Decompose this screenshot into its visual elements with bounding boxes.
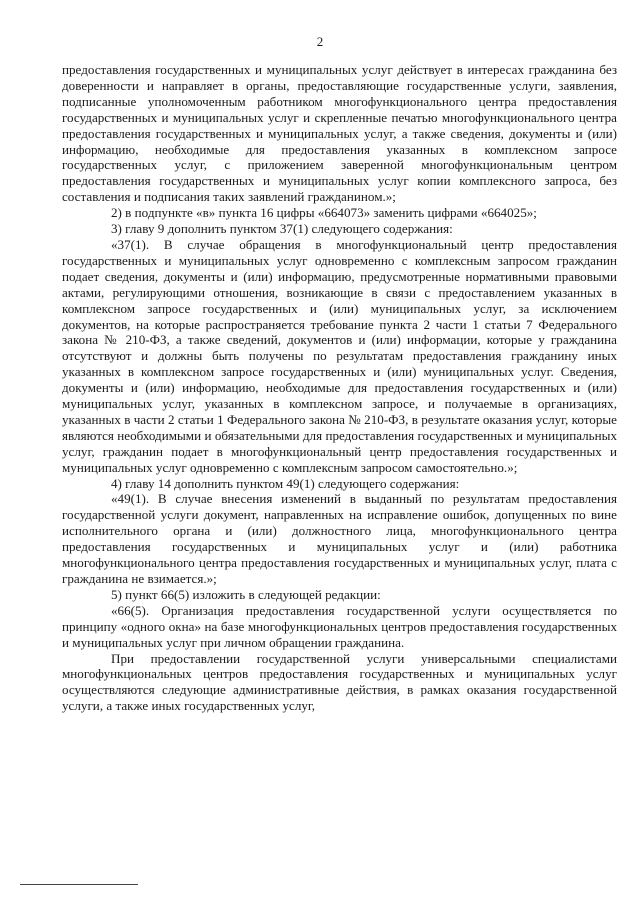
paragraph: предоставления государственных и муниципальных услуг действует в интересах гражданина без доверенности и направляет в органы, предоставляющие государственные услуги, заявления, подписанные уполномоченным работником многофункционального центра предоставления государственных и муниципальных услуг и скрепленные печатью многофункционального центра предоставления государственных и муниципальных услуг, а также сведения, документы и (или) информацию, необходимые для предоставления указанных в комплексном запросе государственных услуг, с приложением заверенной многофункциональным центром предоставления государственных и муниципальных услуг копии комплексного запроса, без составления и подписания таких заявлений гражданином.»; (62, 62, 617, 205)
document-body (62, 62, 617, 714)
footer-divider (20, 884, 138, 885)
paragraph: «37(1). В случае обращения в многофункциональный центр предоставления государственных и муниципальных услуг одновременно с комплексным запросом гражданин подает сведения, документы и (или) информацию, предусмотренные нормативными правовыми актами, регулирующими отношения, возникающие в связи с предоставлением указанных в комплексном запросе государственных и (или) муниципальных услуг, за исключением документов, на которые распространяется требование пункта 2 части 1 статьи 7 Федерального закона № 210-ФЗ, а также сведений, документов и (или) информации, которые у гражданина отсутствуют и должны быть получены по результатам предоставления гражданину иных указанных в комплексном запросе государственных и (или) муниципальных услуг. Сведения, документы и (или) информацию, необходимые для предоставления государственных и (или) муниципальных услуг, указанных в комплексном запросе, и получаемые в организациях, указанных в части 2 статьи 1 Федерального закона № 210-ФЗ, в результате оказания услуг, которые являются необходимыми и обязательными для предоставления государственных и муниципальных услуг, гражданин подает в многофункциональный центр предоставления государственных и муниципальных услуг одновременно с комплексным запросом самостоятельно.»; (62, 236, 617, 475)
paragraph: 4) главу 14 дополнить пунктом 49(1) следующего содержания: (111, 475, 460, 491)
paragraph: «49(1). В случае внесения изменений в выданный по результатам предоставления государственной услуги документ, направленных на исправление ошибок, допущенных по вине исполнительного органа и (или) должностного лица, многофункционального центра предоставления государственных и муниципальных услуг и (или) работника многофункционального центра предоставления государственных и муниципальных услуг, плата с гражданина не взимается.»; (62, 491, 617, 586)
paragraph: «66(5). Организация предоставления государственной услуги осуществляется по принципу «одного окна» на базе многофункциональных центров предоставления государственных и муниципальных услуг при личном обращении гражданина. (62, 602, 617, 650)
page-number: 2 (316, 34, 324, 49)
paragraph: 2) в подпункте «в» пункта 16 цифры «664073» заменить цифрами «664025»; (111, 205, 537, 221)
paragraph: 5) пункт 66(5) изложить в следующей редакции: (111, 586, 381, 602)
paragraph: При предоставлении государственной услуги универсальными специалистами многофункциональных центров предоставления государственных и муниципальных услуг осуществляются следующие административные действия, в рамках оказания государственной услуги, а также иных государственных услуг, (62, 650, 617, 714)
paragraph: 3) главу 9 дополнить пунктом 37(1) следующего содержания: (111, 221, 453, 237)
